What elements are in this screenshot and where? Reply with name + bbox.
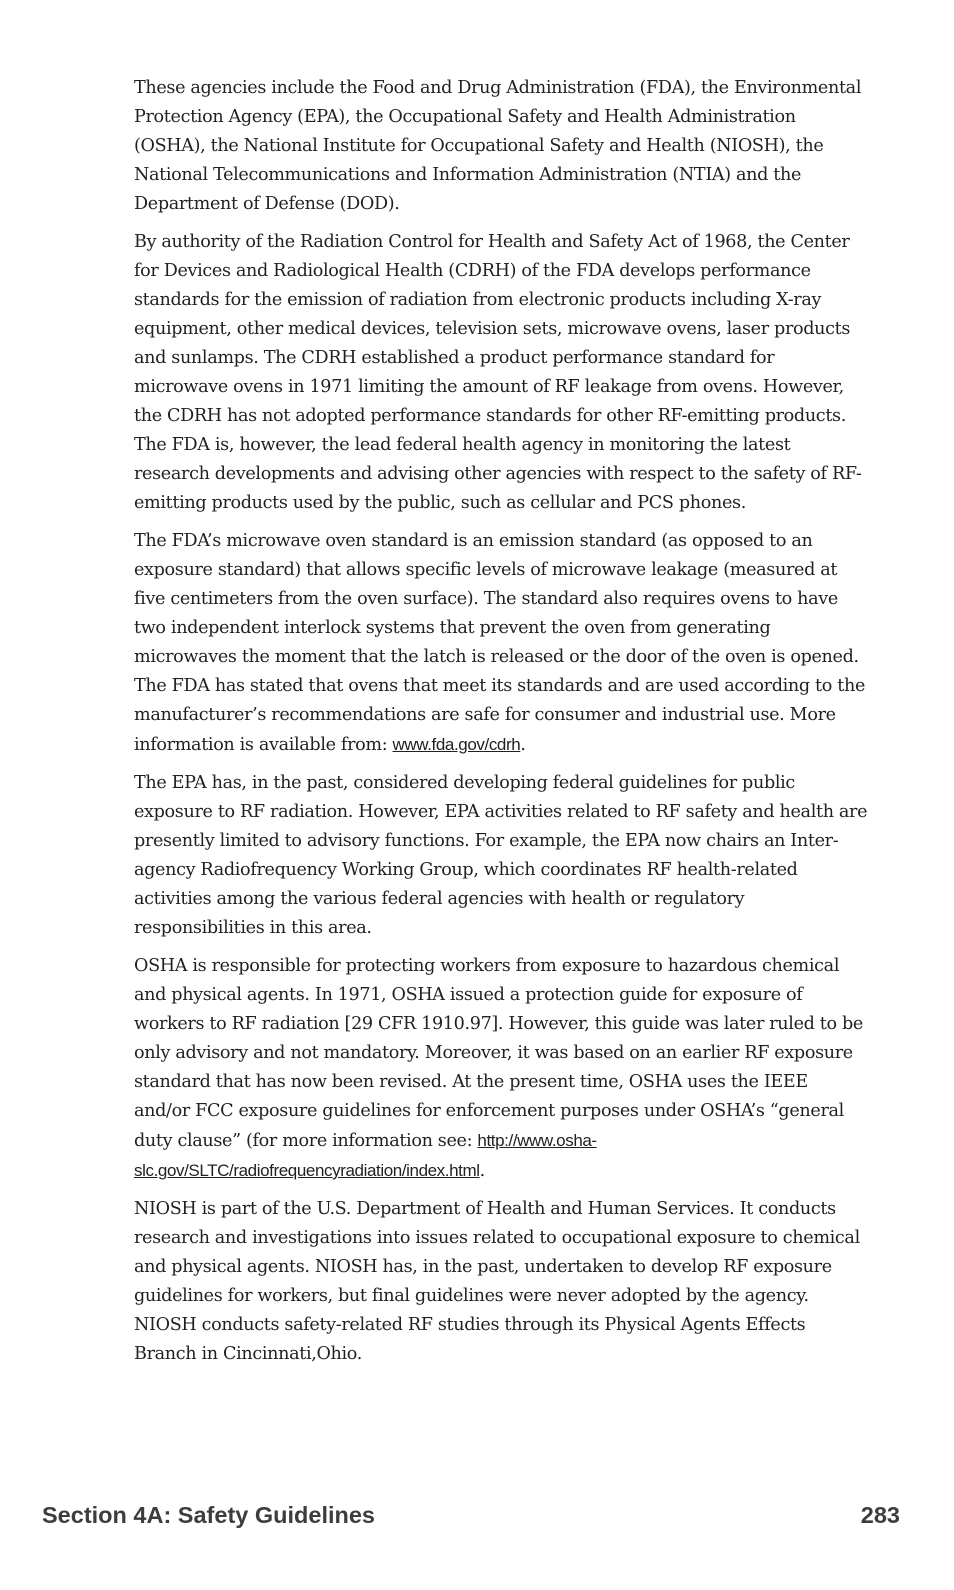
paragraph-agencies: These agencies include the Food and Drug Administration (FDA), the Environmental Protection Agency (EPA), the Occupational Safety and Health Administration (OSHA), the National Institute for Occupational Safety and Health (NIOSH), the National Telecommunications and Information Administration (NTIA) and the Department of Defense (DOD). <box>134 78 862 214</box>
paragraph-osha <box>134 952 869 1186</box>
section-title: Section 4A: Safety Guidelines <box>42 1502 376 1528</box>
paragraph-osha-text: OSHA is responsible for protecting workers from exposure to hazardous chemical and physical agents. In 1971, OSHA issued a protection guide for exposure of workers to RF radiation [29 CFR 1910.97]. However, this guide was later ruled to be only advisory and not mandatory. Moreover, it was based on an earlier RF exposure standard that has now been revised. At the present time, OSHA uses the IEEE and/or FCC exposure guidelines for enforcement purposes under OSHA’s “general duty clause” (for more information see: <box>134 956 863 1151</box>
paragraph-microwave-end: . <box>520 735 526 755</box>
paragraph-cdrh: By authority of the Radiation Control for Health and Safety Act of 1968, the Center for Devices and Radiological Health (CDRH) of the FDA develops performance standards for the emission of radiation from electronic products including X-ray equipment, other medical devices, television sets, microwave ovens, laser products and sunlamps. The CDRH established a product performance standard for microwave ovens in 1971 limiting the amount of RF leakage from ovens. However, the CDRH has not adopted performance standards for other RF-emitting products. The FDA is, however, the lead federal health agency in monitoring the latest research developments and advising other agencies with respect to the safety of RF-emitting products used by the public, such as cellular and PCS phones. <box>134 232 862 513</box>
document-body <box>134 74 869 1378</box>
paragraph-epa: The EPA has, in the past, considered developing federal guidelines for public exposure to RF radiation. However, EPA activities related to RF safety and health are presently limited to advisory functions. For example, the EPA now chairs an Inter-agency Radiofrequency Working Group, which coordinates RF health-related activities among the various federal agencies with health or regulatory responsibilities in this area. <box>134 773 868 938</box>
paragraph-osha-end: . <box>479 1161 485 1181</box>
page-footer <box>42 1502 900 1529</box>
paragraph-niosh: NIOSH is part of the U.S. Department of Health and Human Services. It conducts research and investigations into issues related to occupational exposure to chemical and physical agents. NIOSH has, in the past, undertaken to develop RF exposure guidelines for workers, but final guidelines were never adopted by the agency. NIOSH conducts safety-related RF studies through its Physical Agents Effects Branch in Cincinnati,Ohio. <box>134 1199 860 1364</box>
fda-cdrh-link[interactable]: www.fda.gov/cdrh <box>392 735 521 754</box>
page-number: 283 <box>860 1502 900 1528</box>
paragraph-microwave-standard <box>134 527 869 760</box>
paragraph-microwave-text: The FDA’s microwave oven standard is an emission standard (as opposed to an exposure standard) that allows specific levels of microwave leakage (measured at five centimeters from the oven surface). The standard also requires ovens to have two independent interlock systems that prevent the oven from generating microwaves the moment that the latch is released or the door of the oven is opened. The FDA has stated that ovens that meet its standards and are used according to the manufacturer’s recommendations are safe for consumer and industrial use. More information is available from: <box>134 531 866 755</box>
osha-rf-link[interactable]: http://www.osha-slc.gov/SLTC/radiofrequencyradiation/index.html <box>134 1131 597 1180</box>
